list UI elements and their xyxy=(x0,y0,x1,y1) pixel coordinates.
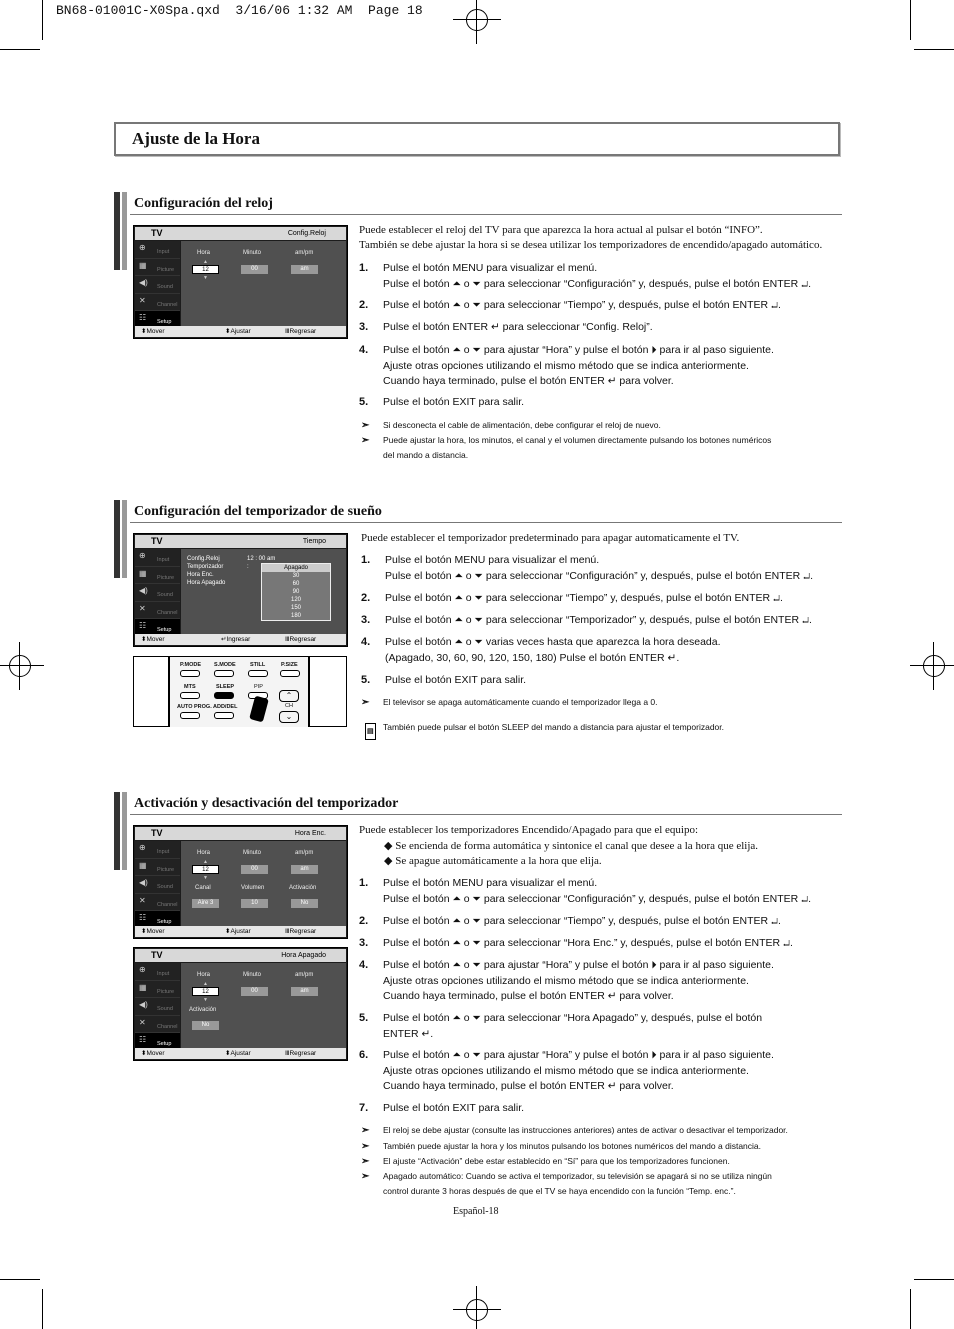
diamond-icon: ◆ xyxy=(384,840,396,852)
channel-up-icon: ⌃ xyxy=(279,690,299,702)
step-line: Ajuste otras opciones utilizando el mismo método que se indica anteriormente. xyxy=(383,1064,749,1077)
step-number: 2. xyxy=(361,592,371,604)
remote-tip-icon: ▤ xyxy=(365,723,376,740)
osd-timer-off-screen: TV Hora Apagado ⊕ Input ▦ Picture ◀) Sound ✕ Channel ☷ Setup Hora Minuto am/pm ▲ 12 ▼ 00 am Activación No ⬍Mover ⬍Ajustar ⅢRegresar xyxy=(133,947,348,1061)
osd-timer-on-screen: TV Hora Enc. ⊕ Input ▦ Picture ◀) Sound ✕ Channel ☷ Setup Hora Minuto am/pm ▲ 12 ▼ 00 am Canal Volumen Activación Aire 3 10 No ⬍Mover ⬍Ajustar ⅢRegresar xyxy=(133,825,348,939)
step-line: Pulse el botón ⏶ o ⏷ para seleccionar “Hora Apagado” y, después, pulse el botón xyxy=(383,1012,763,1024)
registration-mark xyxy=(914,646,954,686)
step-line: Pulse el botón EXIT para salir. xyxy=(383,396,525,408)
section-title: Configuración del temporizador de sueño xyxy=(134,504,382,519)
intro-text: Puede establecer los temporizadores Encendido/Apagado para que el equipo: xyxy=(359,824,699,836)
step-number: 3. xyxy=(359,321,369,333)
osd-value: am xyxy=(291,265,318,274)
step-number: 4. xyxy=(359,959,369,971)
registration-mark xyxy=(0,646,40,686)
step-line: Pulse el botón ⏶ o ⏷ para seleccionar “Tiempo” y, después, pulse el botón ENTER ↵. xyxy=(383,915,781,927)
bullet-item: ◆ Se encienda de forma automática y sintonice el canal que desee a la hora que elija. xyxy=(384,840,759,852)
page-title: Ajuste de la Hora xyxy=(132,129,260,148)
step-line: Pulse el botón ⏶ o ⏷ varias veces hasta que aparezca la hora deseada. xyxy=(385,636,721,648)
osd-clock-screen: TV Config.Reloj ⊕ Input ▦ Picture ◀) Sound ✕ Channel ☷ Setup Hora Minuto am/pm ▲ 12 ▼ 00 am ⬍Mover ⬍Ajustar ⅢRegresar xyxy=(133,225,348,339)
step-line: Cuando haya terminado, pulse el botón ENTER ↵ para volver. xyxy=(383,1080,674,1092)
note: ➣ Puede ajustar la hora, los minutos, el canal y el volumen directamente pulsando los botones numéricos xyxy=(361,435,772,446)
crop-mark xyxy=(0,49,40,50)
intro-text: Puede establecer el reloj del TV para que aparezca la hora actual al pulsar el botón “INFO”. xyxy=(359,224,763,236)
input-icon: ⊕ xyxy=(139,965,146,974)
step-number: 5. xyxy=(359,1012,369,1024)
sound-icon: ◀) xyxy=(139,1000,148,1009)
step-line: Pulse el botón EXIT para salir. xyxy=(383,1102,525,1114)
note: ➣ El reloj se debe ajustar (consulte las instrucciones anteriores) antes de activar o desactivar el temporizador. xyxy=(361,1125,788,1136)
step-line: (Apagado, 30, 60, 90, 120, 150, 180) Pulse el botón ENTER ↵. xyxy=(385,651,680,664)
sound-icon: ◀) xyxy=(139,878,148,887)
step-line: Pulse el botón ⏶ o ⏷ para seleccionar “Tiempo” y, después, pulse el botón ENTER ↵. xyxy=(385,592,783,604)
step-number: 1. xyxy=(361,554,371,566)
input-icon: ⊕ xyxy=(139,551,146,560)
osd-time-screen: TV Tiempo ⊕ Input ▦ Picture ◀) Sound ✕ Channel ☷ Setup Config.Reloj Temporizador Hora Enc. Hora Apagado 12 : 00 am : Apagado 30 60 90 120 150 180 ⬍Mover ↵Ingresar ⅢRegresar xyxy=(133,533,348,647)
note: ➣ Apagado automático: Cuando se activa el temporizador, su televisión se apagará si no se utiliza ningún xyxy=(361,1171,772,1182)
step-line: Pulse el botón MENU para visualizar el menú. xyxy=(383,877,598,889)
step-line: ENTER ↵. xyxy=(383,1027,434,1040)
crop-mark xyxy=(910,1289,911,1329)
picture-icon: ▦ xyxy=(139,260,147,270)
page-title-box xyxy=(114,122,840,156)
crop-mark xyxy=(914,49,954,50)
step-number: 5. xyxy=(361,674,371,686)
sound-icon: ◀) xyxy=(139,586,148,595)
step-number: 1. xyxy=(359,877,369,889)
channel-down-icon: ⌄ xyxy=(279,711,299,723)
channel-icon: ✕ xyxy=(139,1017,146,1027)
crop-mark xyxy=(910,0,911,40)
remote-control-illustration: P.MODE S.MODE STILL P.SIZE MTS SLEEP PIP AUTO PROG. ADD/DEL ⌃ CH ⌄ xyxy=(133,656,347,727)
crop-mark xyxy=(914,1279,954,1280)
page-footer: Español-18 xyxy=(453,1206,499,1217)
osd-value: 00 xyxy=(241,265,268,274)
step-number: 2. xyxy=(359,915,369,927)
step-number: 3. xyxy=(359,937,369,949)
registration-mark xyxy=(457,0,497,40)
step-line: Pulse el botón ⏶ o ⏷ para seleccionar “Hora Enc.” y, después, pulse el botón ENTER ↵. xyxy=(383,937,793,949)
step-line: Pulse el botón ⏶ o ⏷ para seleccionar “Configuración” y, después, pulse el botón ENTER ↵. xyxy=(383,892,812,905)
setup-icon: ☷ xyxy=(139,913,147,922)
step-line: Pulse el botón ⏶ o ⏷ para ajustar “Hora” y pulse el botón ⏵ para ir al paso siguiente. xyxy=(383,344,774,356)
channel-icon: ✕ xyxy=(139,895,146,905)
step-line: Pulse el botón MENU para visualizar el menú. xyxy=(385,554,600,566)
osd-tv-label: TV xyxy=(151,228,163,238)
osd-label: Minuto xyxy=(243,250,262,256)
step-line: Pulse el botón MENU para visualizar el menú. xyxy=(383,262,598,274)
osd-menu: ⊕ Input ▦ Picture ◀) Sound ✕ Channel ☷ Setup xyxy=(135,241,180,329)
osd-value: 12 xyxy=(192,265,219,274)
note: ▤ También puede pulsar el botón SLEEP del mando a distancia para ajustar el temporizador. xyxy=(383,720,853,735)
note: del mando a distancia. xyxy=(383,450,469,460)
note: ➣ También puede ajustar la hora y los minutos pulsando los botones numéricos del mando a distancia. xyxy=(361,1141,762,1152)
crop-mark xyxy=(42,1289,43,1329)
bullet-item: ◆ Se apague automáticamente a la hora que elija. xyxy=(384,855,602,867)
picture-icon: ▦ xyxy=(139,982,147,992)
intro-text: También se debe ajustar la hora si se desea utilizar los temporizadores de encendido/apagado automático. xyxy=(359,239,823,251)
step-line: Pulse el botón ⏶ o ⏷ para seleccionar “Configuración” y, después, pulse el botón ENTER ↵. xyxy=(385,569,814,582)
intro-text: Puede establecer el temporizador predeterminado para apagar automaticamente el TV. xyxy=(361,532,740,544)
registration-mark xyxy=(457,1290,497,1329)
note: ➣ Si desconecta el cable de alimentación, debe configurar el reloj de nuevo. xyxy=(361,420,661,431)
channel-icon: ✕ xyxy=(139,603,146,613)
step-line: Cuando haya terminado, pulse el botón ENTER ↵ para volver. xyxy=(383,990,674,1002)
step-line: Pulse el botón ⏶ o ⏷ para ajustar “Hora” y pulse el botón ⏵ para ir al paso siguiente. xyxy=(383,959,774,971)
picture-icon: ▦ xyxy=(139,568,147,578)
step-number: 1. xyxy=(359,262,369,274)
osd-label: Hora xyxy=(197,250,211,256)
diamond-icon: ◆ xyxy=(384,855,396,867)
note: ➣ El televisor se apaga automáticamente cuando el temporizador llega a 0. xyxy=(361,697,658,708)
note: ➣ El ajuste “Activación” debe estar establecido en “Sí” para que los temporizadores funcionen. xyxy=(361,1156,730,1167)
file-header: BN68-01001C-X0Spa.qxd 3/16/06 1:32 AM Page 18 xyxy=(56,3,423,18)
crop-mark xyxy=(42,0,43,40)
step-line: Cuando haya terminado, pulse el botón ENTER ↵ para volver. xyxy=(383,375,674,387)
section-title: Activación y desactivación del temporizador xyxy=(134,796,399,811)
section-title: Configuración del reloj xyxy=(134,196,273,211)
step-line: Pulse el botón ⏶ o ⏷ para seleccionar “Temporizador” y, después, pulse el botón ENTER ↵. xyxy=(385,614,812,626)
crop-mark xyxy=(0,1279,40,1280)
input-icon: ⊕ xyxy=(139,243,146,252)
step-line: Pulse el botón ⏶ o ⏷ para seleccionar “Configuración” y, después, pulse el botón ENTER ↵. xyxy=(383,277,812,290)
step-line: Pulse el botón ⏶ o ⏷ para seleccionar “Tiempo” y, después, pulse el botón ENTER ↵. xyxy=(383,299,781,311)
step-number: 5. xyxy=(359,396,369,408)
picture-icon: ▦ xyxy=(139,860,147,870)
osd-move: ⬍Mover xyxy=(141,328,165,335)
step-line: Ajuste otras opciones utilizando el mismo método que se indica anteriormente. xyxy=(383,974,749,987)
setup-icon: ☷ xyxy=(139,1035,147,1044)
step-number: 4. xyxy=(361,636,371,648)
input-icon: ⊕ xyxy=(139,843,146,852)
step-number: 7. xyxy=(359,1102,369,1114)
step-line: Pulse el botón ⏶ o ⏷ para ajustar “Hora” y pulse el botón ⏵ para ir al paso siguiente. xyxy=(383,1049,774,1061)
channel-icon: ✕ xyxy=(139,295,146,305)
step-line: Pulse el botón ENTER ↵ para seleccionar “Config. Reloj”. xyxy=(383,321,653,333)
setup-icon: ☷ xyxy=(139,313,147,322)
setup-icon: ☷ xyxy=(139,621,147,630)
step-number: 6. xyxy=(359,1049,369,1061)
step-number: 2. xyxy=(359,299,369,311)
step-number: 4. xyxy=(359,344,369,356)
step-line: Ajuste otras opciones utilizando el mismo método que se indica anteriormente. xyxy=(383,359,749,372)
osd-title: Config.Reloj xyxy=(287,230,326,237)
osd-item-list: Config.Reloj Temporizador Hora Enc. Hora Apagado xyxy=(187,556,226,586)
sound-icon: ◀) xyxy=(139,278,148,287)
step-number: 3. xyxy=(361,614,371,626)
note: control durante 3 horas después de que el TV se haya encendido con la función “Temp. enc.”. xyxy=(383,1186,736,1196)
osd-label: am/pm xyxy=(295,250,314,256)
step-line: Pulse el botón EXIT para salir. xyxy=(385,674,527,686)
sleep-options: Apagado 30 60 90 120 150 180 xyxy=(261,563,331,621)
